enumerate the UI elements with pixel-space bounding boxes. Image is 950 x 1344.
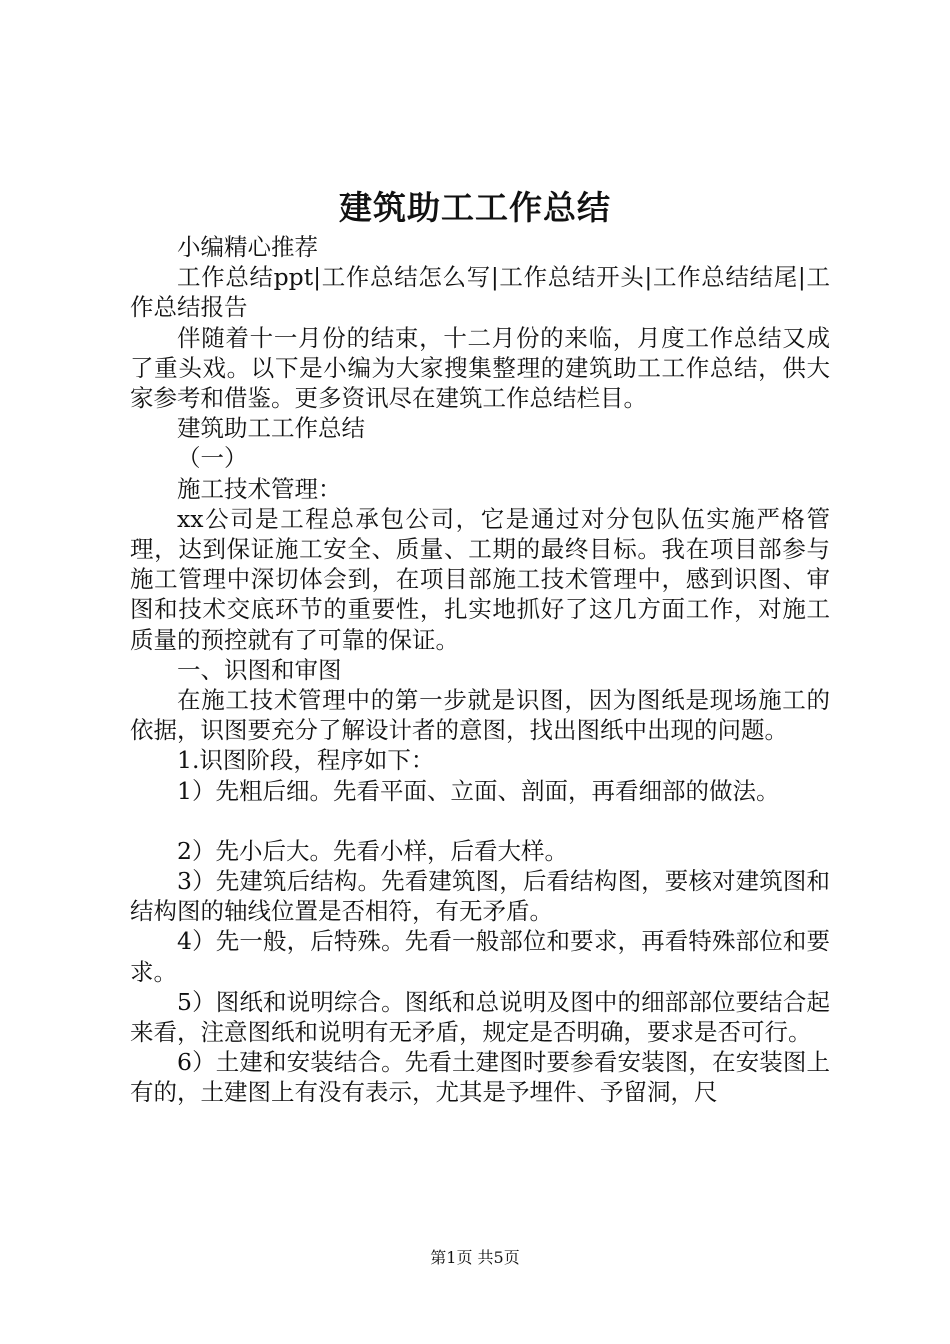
paragraph-step-5: 5）图纸和说明综合。图纸和总说明及图中的细部部位要结合起来看，注意图纸和说明有无矛盾，规定是否明确，要求是否可行。 — [130, 987, 830, 1047]
paragraph-links: 工作总结ppt|工作总结怎么写|工作总结开头|工作总结结尾|工作总结报告 — [130, 263, 830, 322]
document-body — [130, 232, 830, 1108]
paragraph-company: xx公司是工程总承包公司，它是通过对分包队伍实施严格管理，达到保证施工安全、质量、工期的最终目标。我在项目部参与施工管理中深切体会到，在项目部施工技术管理中，感到识图、审图和技术交底环节的重要性，扎实地抓好了这几方面工作，对施工质量的预控就有了可靠的保证。 — [130, 504, 830, 654]
paragraph-heading-management: 施工技术管理： — [177, 474, 342, 503]
paragraph-subtitle: 建筑助工工作总结 — [177, 414, 365, 443]
paragraph-stage: 1.识图阶段，程序如下： — [177, 746, 435, 775]
paragraph-reading-intro: 在施工技术管理中的第一步就是识图，因为图纸是现场施工的依据，识图要充分了解设计者的意图，找出图纸中出现的问题。 — [130, 686, 830, 745]
paragraph-step-3: 3）先建筑后结构。先看建筑图，后看结构图，要核对建筑图和结构图的轴线位置是否相符，有无矛盾。 — [130, 867, 830, 926]
document-title: 建筑助工工作总结 — [339, 188, 611, 227]
paragraph-step-6: 6）土建和安装结合。先看土建图时要参看安装图，在安装图上有的，土建图上有没有表示，尤其是予埋件、予留洞，尺 — [130, 1048, 830, 1107]
paragraph-recommend: 小编精心推荐 — [177, 233, 318, 261]
paragraph-step-1: 1）先粗后细。先看平面、立面、剖面，再看细部的做法。 — [177, 776, 780, 805]
paragraph-step-2: 2）先小后大。先看小样，后看大样。 — [177, 836, 568, 865]
paragraph-section-number: （一） — [177, 444, 248, 473]
paragraph-intro: 伴随着十一月份的结束，十二月份的来临，月度工作总结又成了重头戏。以下是小编为大家搜集整理的建筑助工工作总结，供大家参考和借鉴。更多资讯尽在建筑工作总结栏目。 — [130, 323, 830, 413]
paragraph-step-4: 4）先一般，后特殊。先看一般部位和要求，再看特殊部位和要求。 — [130, 927, 830, 986]
paragraph-heading-reading: 一、识图和审图 — [177, 655, 342, 684]
page-footer: 第1页 共5页 — [430, 1248, 520, 1267]
